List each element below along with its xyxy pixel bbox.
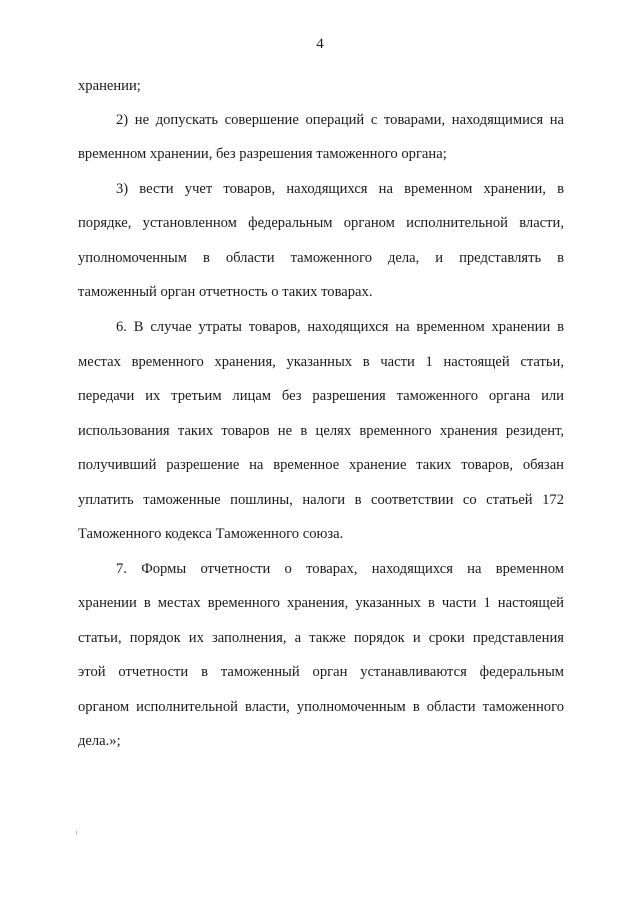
text-line: этой отчетности в таможенный орган устанавливаются федеральным	[78, 664, 564, 680]
margin-mark	[76, 831, 77, 835]
text-line: получивший разрешение на временное хранение таких товаров, обязан	[78, 457, 564, 473]
text-line: временном хранении, без разрешения таможенного органа;	[78, 146, 447, 162]
text-line: хранении в местах временного хранения, указанных в части 1 настоящей	[78, 595, 564, 611]
text-line: 7. Формы отчетности о товарах, находящихся на временном	[116, 561, 564, 577]
text-line: 6. В случае утраты товаров, находящихся на временном хранении в	[116, 319, 564, 335]
text-line: органом исполнительной власти, уполномоченным в области таможенного	[78, 699, 564, 715]
text-line: порядке, установленном федеральным органом исполнительной власти,	[78, 215, 564, 231]
text-line: Таможенного кодекса Таможенного союза.	[78, 526, 344, 542]
text-line: 2) не допускать совершение операций с товарами, находящимися на	[116, 112, 564, 128]
text-line: таможенный орган отчетность о таких товарах.	[78, 284, 373, 300]
text-line: местах временного хранения, указанных в части 1 настоящей статьи,	[78, 354, 564, 370]
text-line: использования таких товаров не в целях временного хранения резидент,	[78, 423, 564, 439]
text-line: 3) вести учет товаров, находящихся на временном хранении, в	[116, 181, 564, 197]
text-line: дела.»;	[78, 733, 121, 749]
text-line: хранении;	[78, 78, 141, 94]
text-line: статьи, порядок их заполнения, а также порядок и сроки представления	[78, 630, 564, 646]
text-line: передачи их третьим лицам без разрешения таможенного органа или	[78, 388, 564, 404]
page-number: 4	[316, 36, 324, 52]
text-line: уплатить таможенные пошлины, налоги в соответствии со статьей 172	[78, 492, 564, 508]
text-line: уполномоченным в области таможенного дела, и представлять в	[78, 250, 564, 266]
